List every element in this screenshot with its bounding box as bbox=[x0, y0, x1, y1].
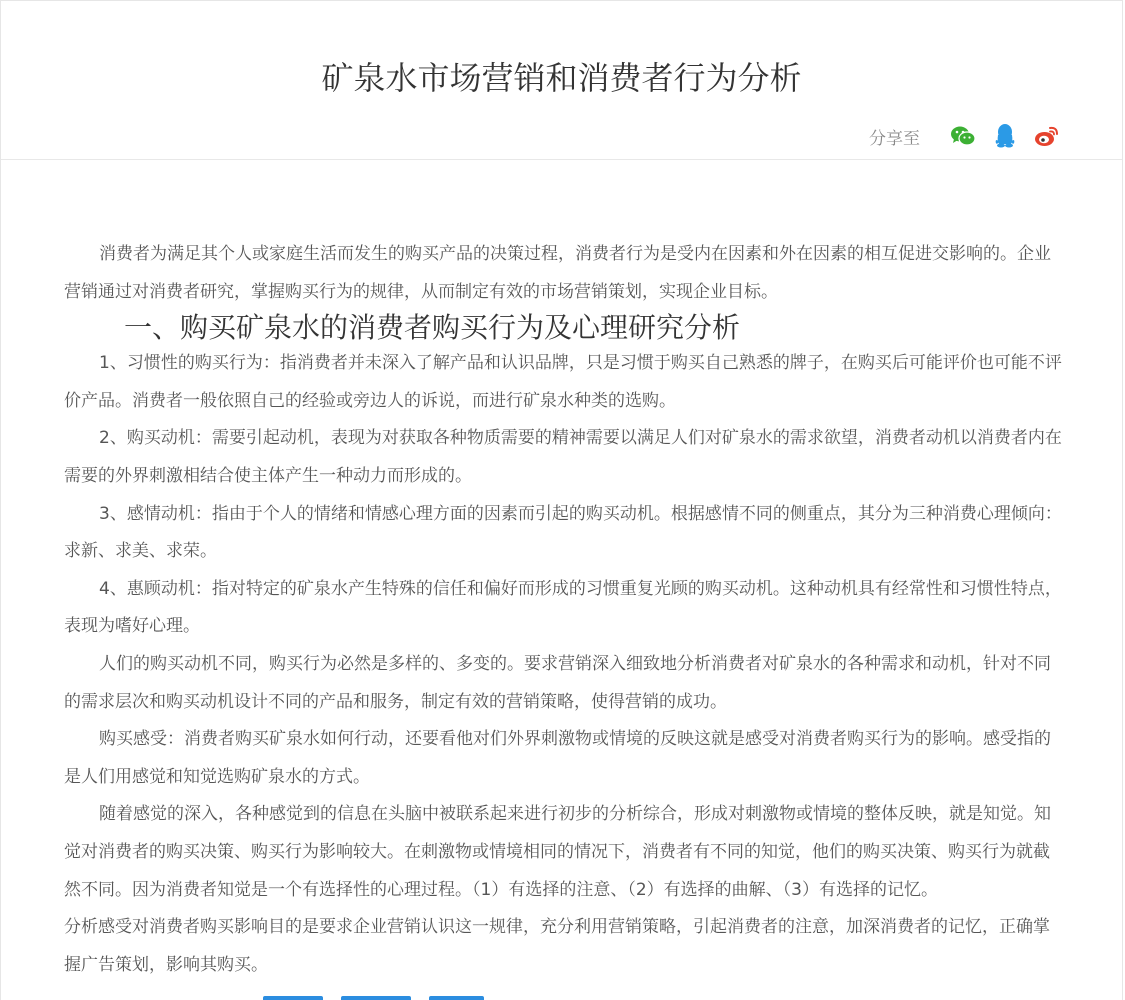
section-heading: 一、购买矿泉水的消费者购买行为及心理研究分析 bbox=[124, 311, 741, 345]
paragraph: 3、感情动机：指由于个人的情绪和情感心理方面的因素而引起的购买动机。根据感情不同的侧重点，其分为三种消费心理倾向：求新、求美、求荣。 bbox=[64, 503, 1062, 562]
image-fragment bbox=[263, 996, 323, 1000]
qq-icon[interactable] bbox=[992, 123, 1018, 149]
intro-paragraph: 消费者为满足其个人或家庭生活而发生的购买产品的决策过程，消费者行为是受内在因素和外在因素的相互促进交影响的。企业营销通过对消费者研究，掌握购买行为的规律，从而制定有效的市场营销策划，实现企业目标。 bbox=[64, 244, 1051, 302]
image-fragment bbox=[341, 996, 411, 1000]
paragraph: 随着感觉的深入，各种感觉到的信息在头脑中被联系起来进行初步的分析综合，形成对刺激物或情境的整体反映，就是知觉。知觉对消费者的购买决策、购买行为影响较大。在刺激物或情境相同的情况下，消费者有不同的知觉，他们的购买决策、购买行为就截然不同。因为消费者知觉是一个有选择性的心理过程。（1）有选择的注意、（2）有选择的曲解、（3）有选择的记忆。 bbox=[64, 804, 1051, 900]
page-title: 矿泉水市场营销和消费者行为分析 bbox=[321, 59, 802, 97]
weibo-icon[interactable] bbox=[1034, 123, 1060, 149]
wechat-icon[interactable] bbox=[950, 123, 976, 149]
article-image-top-edge bbox=[263, 996, 488, 1000]
closing-paragraph: 分析感受对消费者购买影响目的是要求企业营销认识这一规律，充分利用营销策略，引起消费者的注意，加深消费者的记忆，正确掌握广告策划，影响其购买。 bbox=[64, 917, 1050, 975]
paragraph: 1、习惯性的购买行为：指消费者并未深入了解产品和认识品牌，只是习惯于购买自己熟悉的牌子，在购买后可能评价也可能不评价产品。消费者一般依照自己的经验或旁边人的诉说，而进行矿泉水种类的选购。 bbox=[64, 353, 1062, 411]
article-body bbox=[64, 236, 1064, 984]
paragraph: 2、购买动机：需要引起动机，表现为对获取各种物质需要的精神需要以满足人们对矿泉水的需求欲望，消费者动机以消费者内在需要的外界刺激相结合使主体产生一种动力而形成的。 bbox=[64, 428, 1062, 486]
paragraph: 购买感受：消费者购买矿泉水如何行动，还要看他对们外界刺激物或情境的反映这就是感受对消费者购买行为的影响。感受指的是人们用感觉和知觉选购矿泉水的方式。 bbox=[64, 729, 1051, 787]
share-label: 分享至 bbox=[869, 128, 920, 149]
share-bar bbox=[869, 121, 1060, 151]
image-fragment bbox=[429, 996, 484, 1000]
paragraph: 人们的购买动机不同，购买行为必然是多样的、多变的。要求营销深入细致地分析消费者对矿泉水的各种需求和动机，针对不同的需求层次和购买动机设计不同的产品和服务，制定有效的营销策略，使得营销的成功。 bbox=[64, 653, 1051, 712]
article-header bbox=[1, 1, 1122, 160]
paragraph: 4、惠顾动机：指对特定的矿泉水产生特殊的信任和偏好而形成的习惯重复光顾的购买动机。这种动机具有经常性和习惯性特点，表现为嗜好心理。 bbox=[64, 578, 1062, 637]
